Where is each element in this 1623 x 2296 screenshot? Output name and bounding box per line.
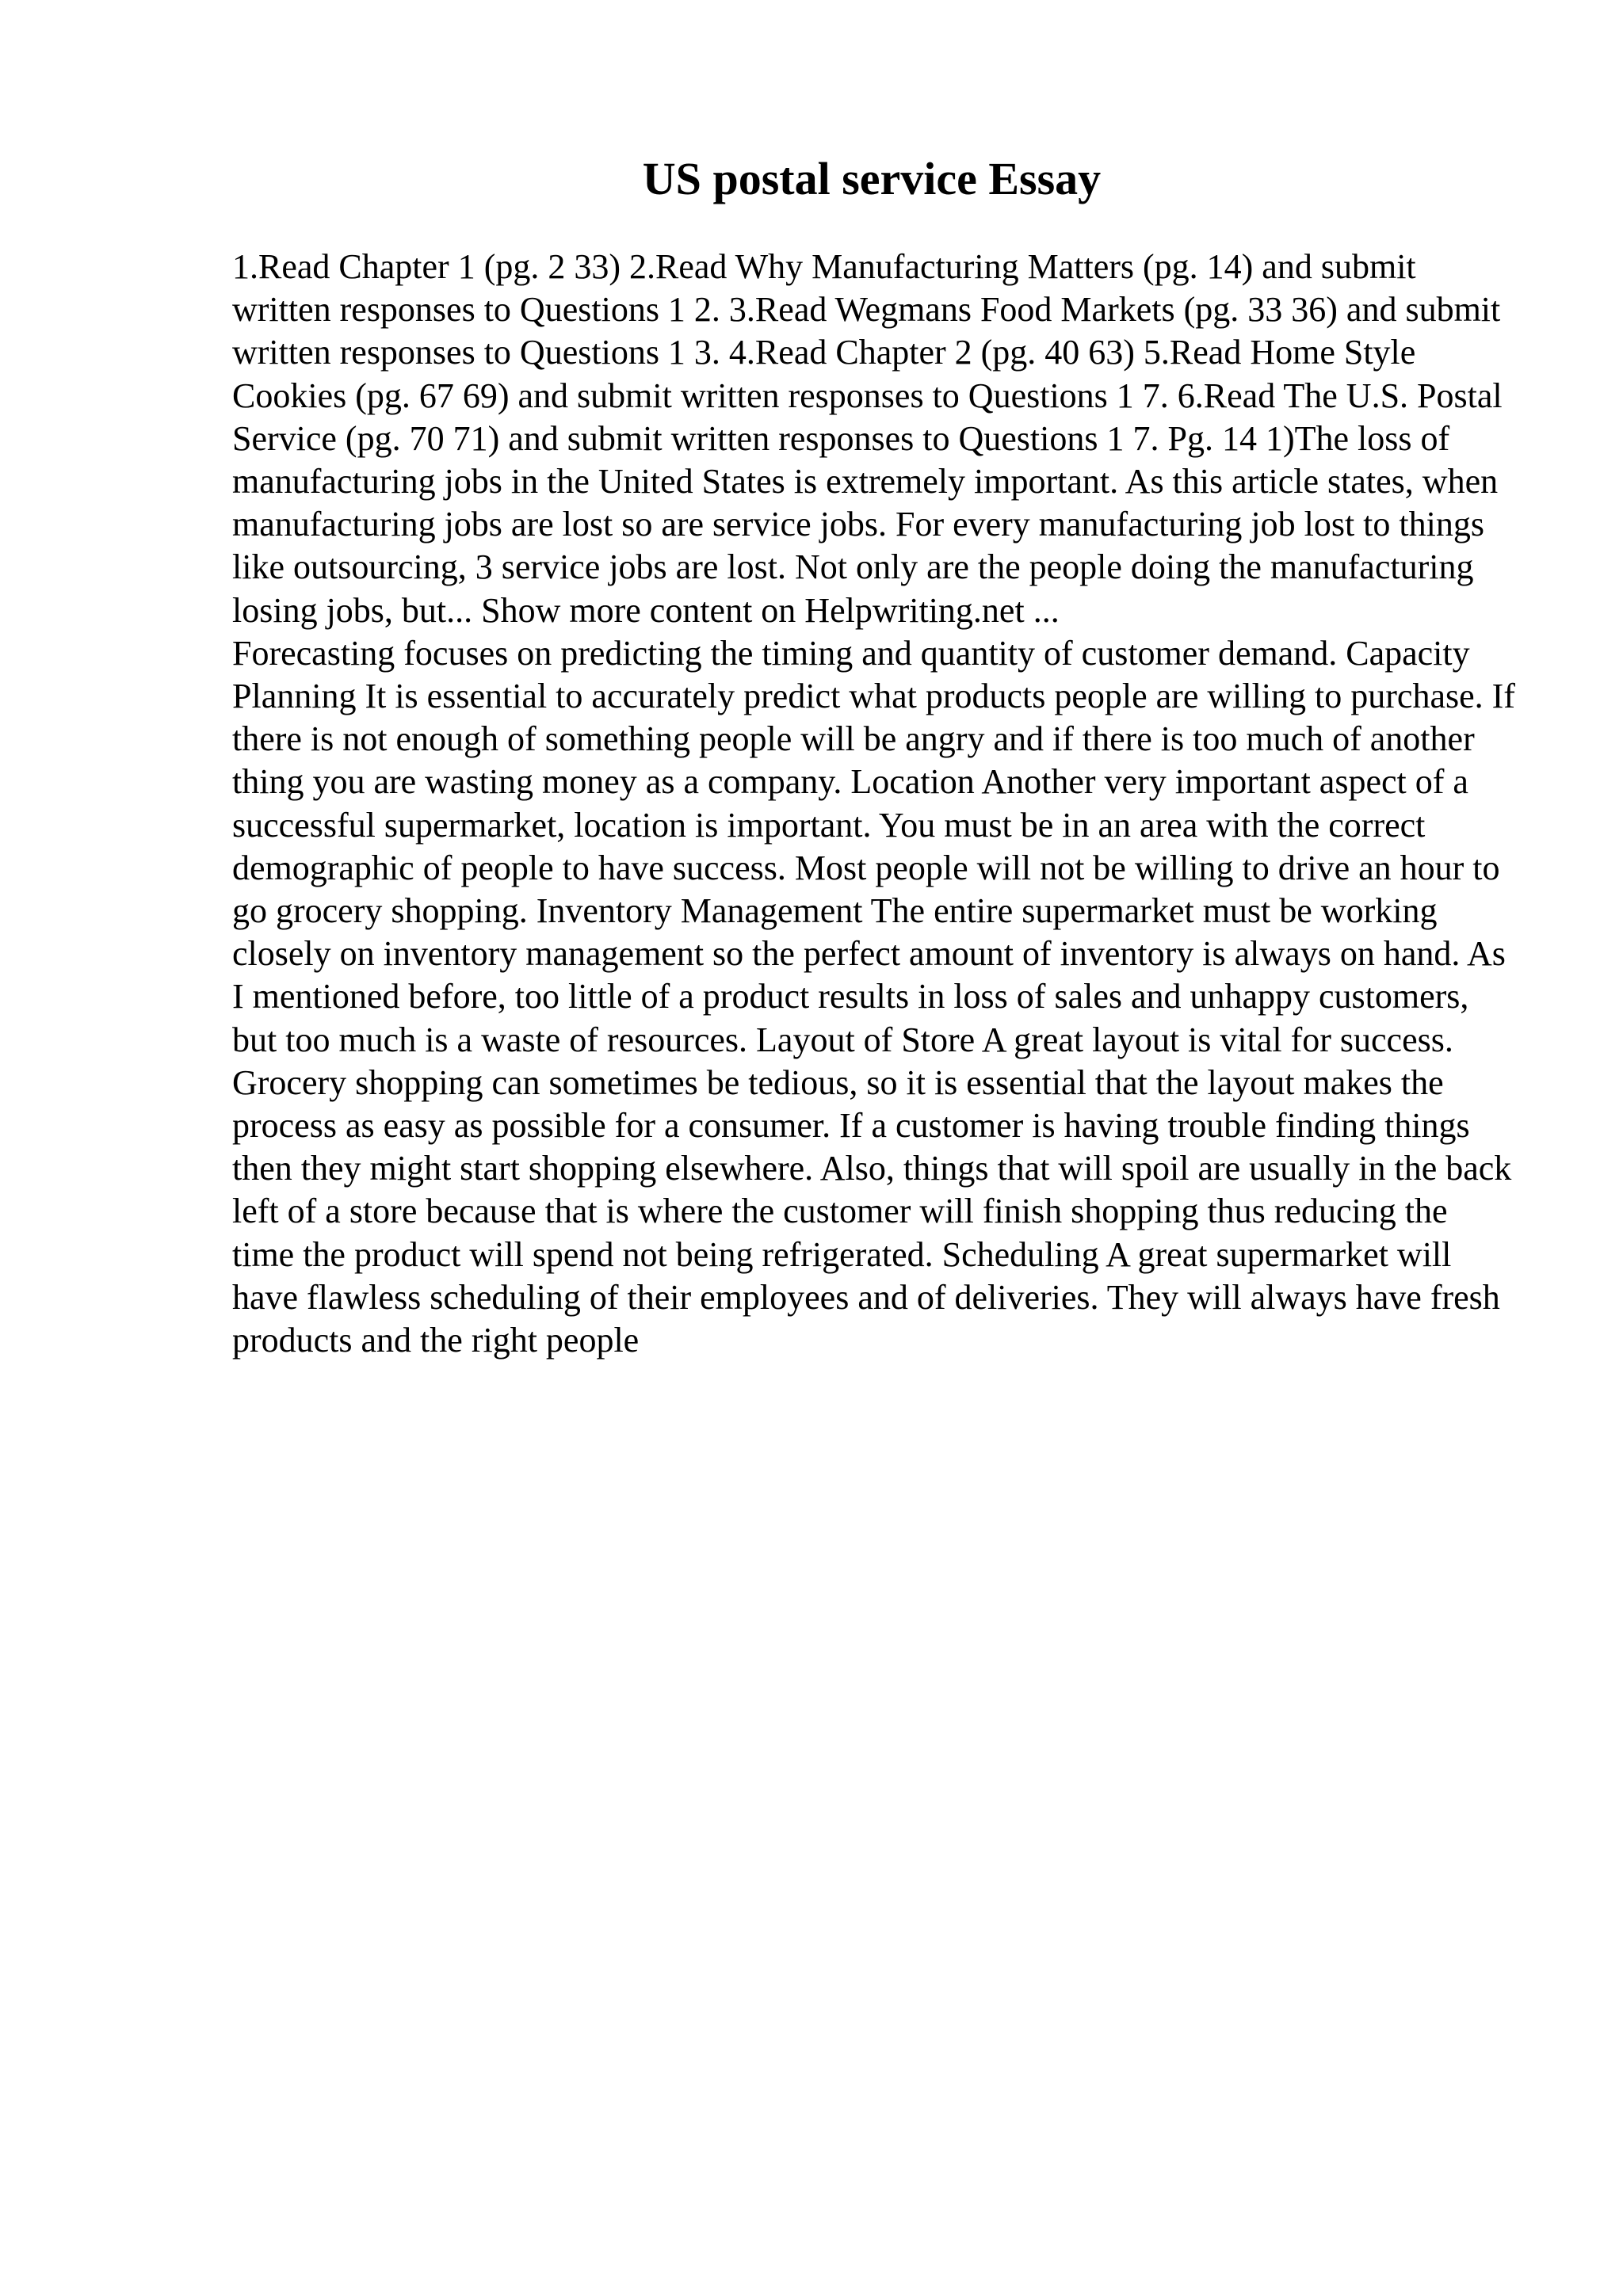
paragraph-assignment-list: 1.Read Chapter 1 (pg. 2 33) 2.Read Why Manufacturing Matters (pg. 14) and submit written responses to Questions 1 2. 3.Read Wegmans Food Markets (pg. 33 36) and submit written responses to Questions 1 3. 4.Read Chapter 2 (pg. 40 63) 5.Read Home Style Cookies (pg. 67 69) and submit written responses to Questions 1 7. 6.Read The U.S. Postal Service (pg. 70 71) and submit written responses to Questions 1 7. Pg. 14 1)The loss of manufacturing jobs in the United States is extremely important. As this article states, when manufacturing jobs are lost so are service jobs. For every manufacturing job lost to things like outsourcing, 3 service jobs are lost. Not only are the people doing the manufacturing losing jobs, but... Show more content on Helpwriting.net ... bbox=[232, 247, 1503, 630]
document-body bbox=[232, 246, 1516, 1362]
paragraph-supermarket-operations: Forecasting focuses on predicting the timing and quantity of customer demand. Capacity Planning It is essential to accurately predict what products people are willing to purchase. If there is not enough of something people will be angry and if there is too much of another thing you are wasting money as a company. Location Another very important aspect of a successful supermarket, location is important. You must be in an area with the correct demographic of people to have success. Most people will not be willing to drive an hour to go grocery shopping. Inventory Management The entire supermarket must be working closely on inventory management so the perfect amount of inventory is always on hand. As I mentioned before, too little of a product results in loss of sales and unhappy customers, but too much is a waste of resources. Layout of Store A great layout is vital for success. Grocery shopping can sometimes be tedious, so it is essential that the layout makes the process as easy as possible for a consumer. If a customer is having trouble finding things then they might start shopping elsewhere. Also, things that will spoil are usually in the back left of a store because that is where the customer will finish shopping thus reducing the time the product will spend not being refrigerated. Scheduling A great supermarket will have flawless scheduling of their employees and of deliveries. They will always have fresh products and the right people bbox=[232, 633, 1515, 1360]
page-title: US postal service Essay bbox=[642, 153, 1102, 204]
